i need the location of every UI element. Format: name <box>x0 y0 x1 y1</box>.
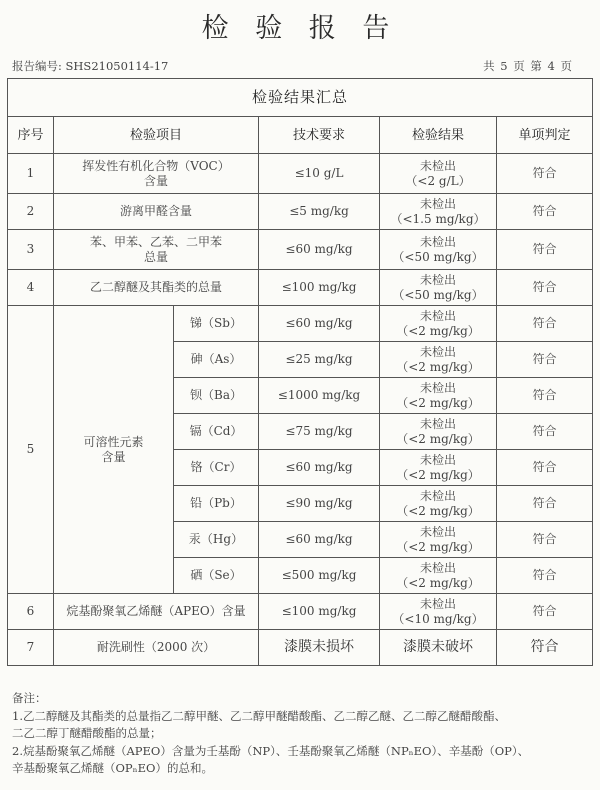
table-row <box>8 154 593 194</box>
result-value: （<2 g/L） <box>405 173 471 188</box>
row-result <box>380 306 497 342</box>
row-result <box>380 378 497 414</box>
element-name: 锑（Sb） <box>174 306 259 342</box>
element-name: 钡（Ba） <box>174 378 259 414</box>
document-title: 检 验 报 告 <box>201 13 399 44</box>
result-value: （<50 mg/kg） <box>392 249 484 264</box>
remarks-heading: 备注： <box>12 691 47 705</box>
table-row <box>8 630 593 666</box>
result-status: 未检出 <box>419 234 456 249</box>
table-row <box>8 194 593 230</box>
result-value: （<2 mg/kg） <box>396 539 480 554</box>
element-name: 镉（Cd） <box>174 414 259 450</box>
row-item: 乙二醇醚及其酯类的总量 <box>54 270 259 306</box>
result-value: （<2 mg/kg） <box>396 503 480 518</box>
row-verdict: 符合 <box>497 522 593 558</box>
row-result <box>380 558 497 594</box>
result-status: 未检出 <box>419 344 456 359</box>
element-name: 铅（Pb） <box>174 486 259 522</box>
row-requirement: ≤60 mg/kg <box>259 306 380 342</box>
element-name: 铬（Cr） <box>174 450 259 486</box>
row-verdict: 符合 <box>497 306 593 342</box>
page-indicator: 共 5 页 第 4 页 <box>483 59 572 73</box>
result-value: （<2 mg/kg） <box>396 575 480 590</box>
header-verdict: 单项判定 <box>497 117 593 154</box>
row-requirement: ≤10 g/L <box>259 154 380 194</box>
row-requirement: ≤500 mg/kg <box>259 558 380 594</box>
item-line: 含量 <box>143 173 168 188</box>
row-seq: 3 <box>8 230 54 270</box>
row-requirement: ≤100 mg/kg <box>259 270 380 306</box>
result-status: 未检出 <box>419 452 456 467</box>
row-verdict: 符合 <box>497 154 593 194</box>
result-status: 未检出 <box>419 196 456 211</box>
remarks <box>12 690 592 778</box>
row-requirement: ≤100 mg/kg <box>259 594 380 630</box>
summary-banner-row <box>8 79 593 117</box>
table-row <box>8 594 593 630</box>
row-result <box>380 194 497 230</box>
row-seq: 2 <box>8 194 54 230</box>
row-verdict: 符合 <box>497 378 593 414</box>
row-verdict: 符合 <box>497 630 593 666</box>
group-label-line: 可溶性元素 <box>83 434 144 449</box>
row-requirement: ≤60 mg/kg <box>259 450 380 486</box>
row-result <box>380 522 497 558</box>
result-value: （<2 mg/kg） <box>396 323 480 338</box>
row-seq: 1 <box>8 154 54 194</box>
remark-line: 1.乙二醇醚及其酯类的总量指乙二醇甲醚、乙二醇甲醚醋酸酯、乙二醇乙醚、乙二醇乙醚醋酸酯、 <box>12 708 506 723</box>
result-status: 未检出 <box>419 158 456 173</box>
result-status: 未检出 <box>419 524 456 539</box>
row-result <box>380 450 497 486</box>
row-verdict: 符合 <box>497 414 593 450</box>
table-row <box>8 306 593 342</box>
row-verdict: 符合 <box>497 194 593 230</box>
row-item: 耐洗刷性（2000 次） <box>54 630 259 666</box>
result-value: （<2 mg/kg） <box>396 395 480 410</box>
table-row <box>8 270 593 306</box>
item-line: 挥发性有机化合物（VOC） <box>82 158 230 173</box>
row-requirement: ≤60 mg/kg <box>259 522 380 558</box>
row-result <box>380 594 497 630</box>
row-result: 漆膜未破坏 <box>380 630 497 666</box>
result-status: 未检出 <box>419 380 456 395</box>
row-result <box>380 414 497 450</box>
row-requirement: ≤90 mg/kg <box>259 486 380 522</box>
element-name: 硒（Se） <box>174 558 259 594</box>
header-requirement: 技术要求 <box>259 117 380 154</box>
row-result <box>380 270 497 306</box>
table-row <box>8 230 593 270</box>
row-verdict: 符合 <box>497 486 593 522</box>
row-verdict: 符合 <box>497 558 593 594</box>
row-requirement: ≤60 mg/kg <box>259 230 380 270</box>
row-requirement: 漆膜未损坏 <box>259 630 380 666</box>
remark-line: 2.烷基酚聚氧乙烯醚（APEO）含量为壬基酚（NP）、壬基酚聚氧乙烯醚（NPₙEO）、辛基酚（OP）、 <box>12 743 530 758</box>
result-status: 未检出 <box>419 272 456 287</box>
element-name: 汞（Hg） <box>174 522 259 558</box>
row-result <box>380 230 497 270</box>
row-seq: 5 <box>8 306 54 594</box>
row-verdict: 符合 <box>497 270 593 306</box>
result-value: （<2 mg/kg） <box>396 467 480 482</box>
element-name: 砷（As） <box>174 342 259 378</box>
result-value: （<50 mg/kg） <box>392 287 484 302</box>
row-requirement: ≤1000 mg/kg <box>259 378 380 414</box>
summary-title: 检验结果汇总 <box>8 79 593 117</box>
group-label <box>54 306 174 594</box>
item-line: 苯、甲苯、乙苯、二甲苯 <box>89 234 222 249</box>
header-result: 检验结果 <box>380 117 497 154</box>
result-status: 未检出 <box>419 560 456 575</box>
result-value: （<1.5 mg/kg） <box>390 211 486 226</box>
header-item: 检验项目 <box>54 117 259 154</box>
result-status: 未检出 <box>419 308 456 323</box>
result-value: （<2 mg/kg） <box>396 359 480 374</box>
row-seq: 7 <box>8 630 54 666</box>
result-value: （<2 mg/kg） <box>396 431 480 446</box>
row-verdict: 符合 <box>497 230 593 270</box>
header-row <box>8 117 593 154</box>
row-item <box>54 154 259 194</box>
result-status: 未检出 <box>419 416 456 431</box>
row-item: 烷基酚聚氧乙烯醚（APEO）含量 <box>54 594 259 630</box>
row-seq: 4 <box>8 270 54 306</box>
row-item: 游离甲醛含量 <box>54 194 259 230</box>
remark-line: 二乙二醇丁醚醋酸酯的总量； <box>12 726 162 740</box>
results-summary-table <box>7 78 593 666</box>
row-verdict: 符合 <box>497 450 593 486</box>
remark-line: 辛基酚聚氧乙烯醚（OPₙEO）的总和。 <box>12 761 213 775</box>
row-result <box>380 486 497 522</box>
header-seq: 序号 <box>8 117 54 154</box>
result-value: （<10 mg/kg） <box>392 611 484 626</box>
row-item <box>54 230 259 270</box>
result-status: 未检出 <box>419 488 456 503</box>
item-line: 总量 <box>143 249 168 264</box>
row-seq: 6 <box>8 594 54 630</box>
row-requirement: ≤75 mg/kg <box>259 414 380 450</box>
row-requirement: ≤5 mg/kg <box>259 194 380 230</box>
row-result <box>380 154 497 194</box>
row-result <box>380 342 497 378</box>
row-verdict: 符合 <box>497 342 593 378</box>
report-number: 报告编号: SHS21050114-17 <box>12 59 169 73</box>
row-requirement: ≤25 mg/kg <box>259 342 380 378</box>
group-label-line: 含量 <box>101 449 126 464</box>
row-verdict: 符合 <box>497 594 593 630</box>
result-status: 未检出 <box>419 596 456 611</box>
